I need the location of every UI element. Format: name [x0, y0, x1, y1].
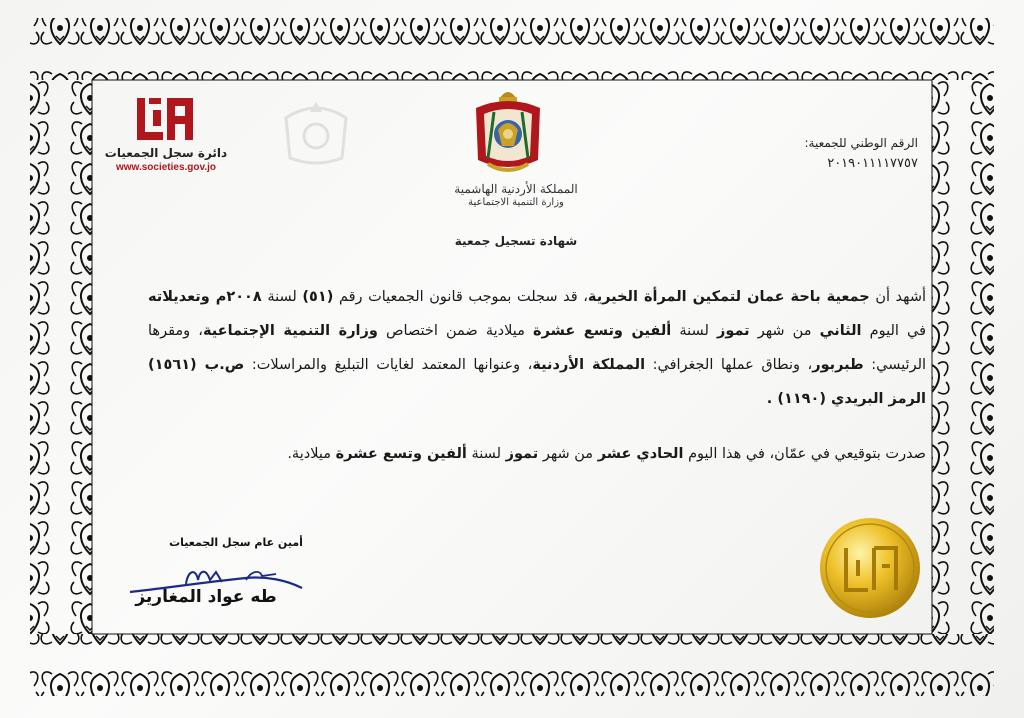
body-text: ، ونطاق عملها الجغرافي: — [652, 357, 813, 373]
body-text: ميلادية ضمن اختصاص — [386, 323, 525, 339]
body-text: لسنة — [267, 289, 297, 305]
national-number-label: الرقم الوطني للجمعية: — [804, 136, 918, 150]
national-number-value: ٢٠١٩٠١١١١٧٧٥٧ — [827, 156, 918, 171]
body-text: ، قد سجلت بموجب قانون الجمعيات رقم — [338, 289, 588, 305]
ministry-header — [426, 182, 606, 208]
postal-address: ص.ب (١٥٦١) الرمز البريدي (١١٩٠) . — [148, 357, 926, 407]
registry-logo-block — [96, 96, 236, 173]
royal-crest-watermark-icon — [276, 98, 356, 168]
body-text: من شهر — [757, 323, 812, 339]
issue-text: من شهر — [542, 446, 594, 462]
law-number: (٥١) — [302, 289, 334, 305]
body-text: ، ومقرها الرئيسي: — [148, 323, 927, 373]
body-text: في اليوم — [869, 323, 927, 339]
signatory-role: أمين عام سجل الجمعيات — [169, 536, 303, 549]
societies-registry-logo-icon — [135, 96, 197, 142]
registration-year: ألفين وتسع عشرة — [533, 323, 672, 339]
ministry-name: وزارة التنمية الاجتماعية — [468, 197, 564, 208]
issue-month: تموز — [505, 446, 539, 462]
registration-month: تموز — [717, 323, 750, 339]
headquarters: طبربور — [812, 357, 864, 373]
jordan-coat-of-arms-icon — [468, 86, 548, 178]
kingdom-name: المملكة الأردنية الهاشمية — [454, 182, 578, 196]
society-name: جمعية باحة عمان لتمكين المرأة الخيرية — [587, 289, 870, 305]
body-text: لسنة — [679, 323, 709, 339]
issue-year: ألفين وتسع عشرة — [335, 446, 467, 462]
national-number-block — [698, 136, 918, 171]
issue-text: لسنة — [471, 446, 501, 462]
issue-text: صدرت بتوقيعي في عمّان، في هذا اليوم — [688, 446, 926, 462]
body-text: أشهد أن — [875, 289, 927, 305]
handwritten-signature-icon — [126, 562, 306, 602]
body-text: ، وعنوانها المعتمد لغايات التبليغ والمراسلات: — [251, 357, 533, 373]
geographic-scope: المملكة الأردنية — [532, 357, 646, 373]
law-year: ٢٠٠٨م وتعديلاته — [148, 289, 262, 305]
department-url: www.societies.gov.jo — [115, 162, 217, 173]
issue-statement — [156, 446, 926, 462]
registration-day: الثاني — [819, 323, 862, 339]
certificate-content — [96, 86, 928, 634]
issue-day: الحادي عشر — [597, 446, 684, 462]
issue-text: ميلادية. — [287, 446, 331, 462]
ministry-jurisdiction: وزارة التنمية الإجتماعية — [202, 323, 378, 339]
certificate-body — [148, 280, 926, 416]
gold-seal-icon — [818, 516, 922, 620]
department-name: دائرة سجل الجمعيات — [104, 146, 228, 160]
signatory-name: طه عواد المغاريز — [135, 587, 277, 607]
certificate-title: شهادة تسجيل جمعية — [454, 234, 578, 248]
